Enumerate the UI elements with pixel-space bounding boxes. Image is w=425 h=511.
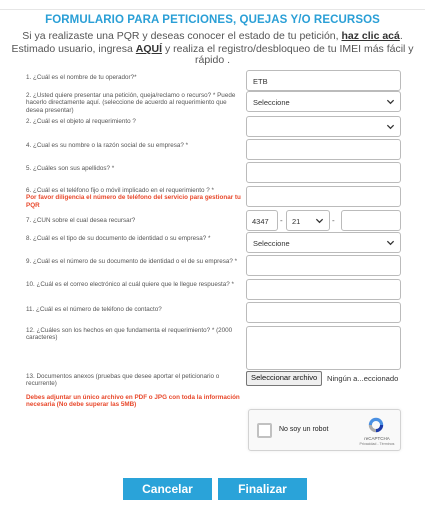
cun-separator: - bbox=[280, 216, 283, 225]
top-divider bbox=[0, 0, 425, 10]
imei-register-link[interactable]: AQUÍ bbox=[135, 43, 163, 55]
file-status-text: Ningún a...eccionado bbox=[327, 374, 399, 383]
email-label: 10. ¿Cuál es el correo electrónico al cuál quiere que le llegue respuesta? * bbox=[26, 281, 234, 288]
contact-phone-input[interactable] bbox=[246, 302, 401, 323]
request-type-label: 2. ¿Usted quiere presentar una petición, queja/reclamo o recurso? * Puede hacerlo directamente aquí. (seleccione de acuerdo al requerimiento que desea presentar) bbox=[26, 92, 236, 114]
cun-label: 7. ¿CUN sobre el cual desea recursar? bbox=[26, 217, 136, 224]
contact-phone-label: 11. ¿Cuál es el número de teléfono de contacto? bbox=[26, 306, 162, 313]
surname-label: 5. ¿Cuáles son sus apellidos? * bbox=[26, 165, 115, 172]
recaptcha-terms[interactable]: Privacidad - Términos bbox=[359, 442, 395, 446]
phone-involved-input[interactable] bbox=[246, 186, 401, 207]
phone-involved-note: Por favor diligencia el número de teléfono del servicio para gestionar tu PQR bbox=[26, 194, 241, 209]
request-type-value: Seleccione bbox=[253, 98, 290, 107]
intro-imei-line bbox=[0, 44, 425, 66]
select-file-button[interactable]: Seleccionar archivo bbox=[246, 371, 322, 386]
name-label: 4. ¿Cual es su nombre o la razón social de su empresa? * bbox=[26, 142, 189, 149]
chevron-down-icon bbox=[315, 216, 324, 225]
doc-number-label: 9. ¿Cuál es el número de su documento de identidad o el de su empresa? * bbox=[26, 258, 238, 265]
attachments-note: Debes adjuntar un único archivo en PDF o JPG con toda la información necesaria (No debe superar las 5MB) bbox=[26, 393, 240, 409]
chevron-down-icon bbox=[386, 122, 395, 131]
intro-status-text: Si ya realizaste una PQR y deseas conocer el estado de tu petición, bbox=[22, 30, 339, 42]
cun-year-select[interactable] bbox=[286, 210, 330, 231]
recaptcha-brand: reCAPTCHA bbox=[364, 436, 390, 441]
intro-status-line: Si ya realizaste una PQR y deseas conocer el estado de tu petición, haz clic acá. bbox=[22, 30, 403, 42]
attachments-label: 13. Documentos anexos (pruebas que desee aportar el peticionario o recurrente) Debes adjuntar un único archivo en PDF o JPG con toda la información necesaria (No debe superar las 5MB) bbox=[26, 373, 240, 409]
chevron-down-icon bbox=[386, 238, 395, 247]
recaptcha-checkbox[interactable] bbox=[257, 423, 272, 438]
doc-type-label: 8. ¿Cuál es el tipo de su documento de identidad o su empresa? * bbox=[26, 235, 211, 242]
intro-imei-start: Estimado usuario, ingresa bbox=[11, 43, 133, 55]
recaptcha-logo-icon bbox=[367, 416, 385, 434]
request-type-select[interactable] bbox=[246, 91, 401, 112]
doc-type-select[interactable] bbox=[246, 232, 401, 253]
facts-textarea[interactable] bbox=[246, 326, 401, 370]
recaptcha-widget bbox=[248, 409, 401, 451]
cancel-button[interactable]: Cancelar bbox=[123, 478, 212, 500]
doc-number-input[interactable] bbox=[246, 255, 401, 276]
cun-number-input[interactable] bbox=[341, 210, 401, 231]
recaptcha-text: No soy un robot bbox=[279, 426, 329, 433]
cun-prefix-field[interactable]: 4347 bbox=[246, 210, 278, 231]
doc-type-value: Seleccione bbox=[253, 239, 290, 248]
cun-separator: - bbox=[332, 216, 335, 225]
chevron-down-icon bbox=[386, 97, 395, 106]
form-title: FORMULARIO PARA PETICIONES, QUEJAS Y/O RECURSOS bbox=[45, 14, 380, 26]
cun-year-value: 21 bbox=[292, 217, 301, 226]
facts-label: 12. ¿Cuáles son los hechos en que fundamenta el requerimiento? * (2000 caracteres) bbox=[26, 327, 233, 342]
check-status-link[interactable]: haz clic acá bbox=[341, 30, 400, 42]
request-object-select[interactable] bbox=[246, 116, 401, 137]
surname-input[interactable] bbox=[246, 162, 401, 183]
name-input[interactable] bbox=[246, 139, 401, 160]
operator-label: 1. ¿Cuál es el nombre de tu operador?* bbox=[26, 74, 137, 81]
phone-involved-label: 6. ¿Cuál es el teléfono fijo o móvil implicado en el requerimiento ? * Por favor diligencia el número de teléfono del servicio para gestionar tu PQR bbox=[26, 187, 241, 209]
email-input[interactable] bbox=[246, 279, 401, 300]
request-object-label: 2. ¿Cuál es el objeto al requerimiento ? bbox=[26, 118, 136, 125]
submit-button[interactable]: Finalizar bbox=[218, 478, 307, 500]
intro-imei-end: y realiza el registro/desbloqueo de tu IMEI más fácil y rápido . bbox=[164, 43, 414, 66]
operator-input[interactable]: ETB bbox=[246, 70, 401, 91]
